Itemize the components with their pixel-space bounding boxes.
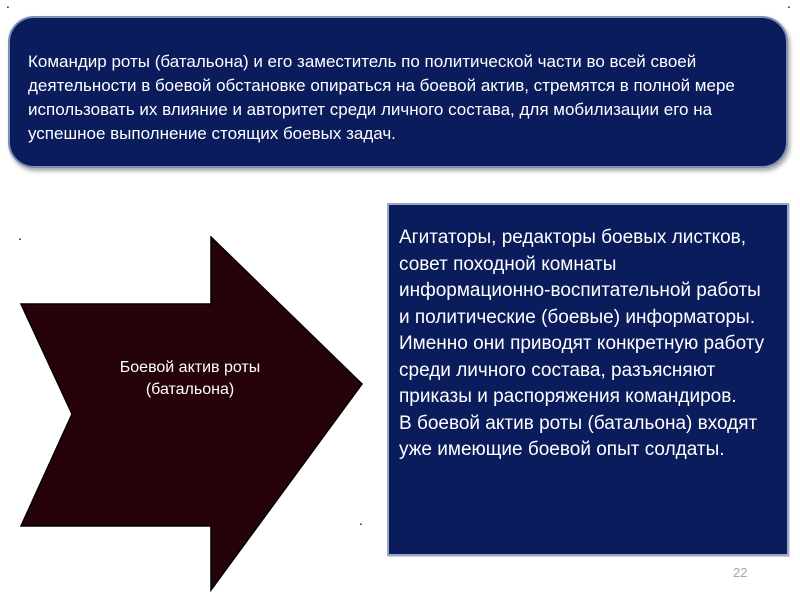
decor-dot-left: .	[18, 227, 22, 243]
decor-dot-bottom: .	[359, 512, 363, 528]
intro-text: Командир роты (батальона) и его заместитель по политической части во всей своей деятельности в боевой обстановке опираться на боевой актив, стремятся в полной мере использовать их влияние и авторитет среди личного состава, для мобилизации его на успешное выполнение стоящих боевых задач.	[28, 52, 735, 143]
details-paragraph-2: В боевой актив роты (батальона) входят уже имеющие боевой опыт солдаты.	[399, 412, 758, 460]
decor-dot-top-right: .	[787, 0, 791, 11]
arrow-label: Боевой актив роты (батальона)	[119, 359, 261, 398]
decor-dot-top: .	[6, 0, 10, 11]
arrow-shape	[20, 236, 364, 592]
details-paragraph-1: Агитаторы, редакторы боевых листков, совет походной комнаты информационно-воспитательной работы и политические (боевые) информаторы. Именно они приводят конкретную работу среди личного состава, разъясняют приказы и распоряжения командиров.	[399, 227, 765, 407]
details-text-box	[387, 203, 789, 556]
arrow-polygon	[21, 237, 362, 590]
arrow-graphic	[20, 236, 364, 592]
page-number: 22	[733, 565, 748, 580]
intro-text-box	[8, 16, 788, 168]
